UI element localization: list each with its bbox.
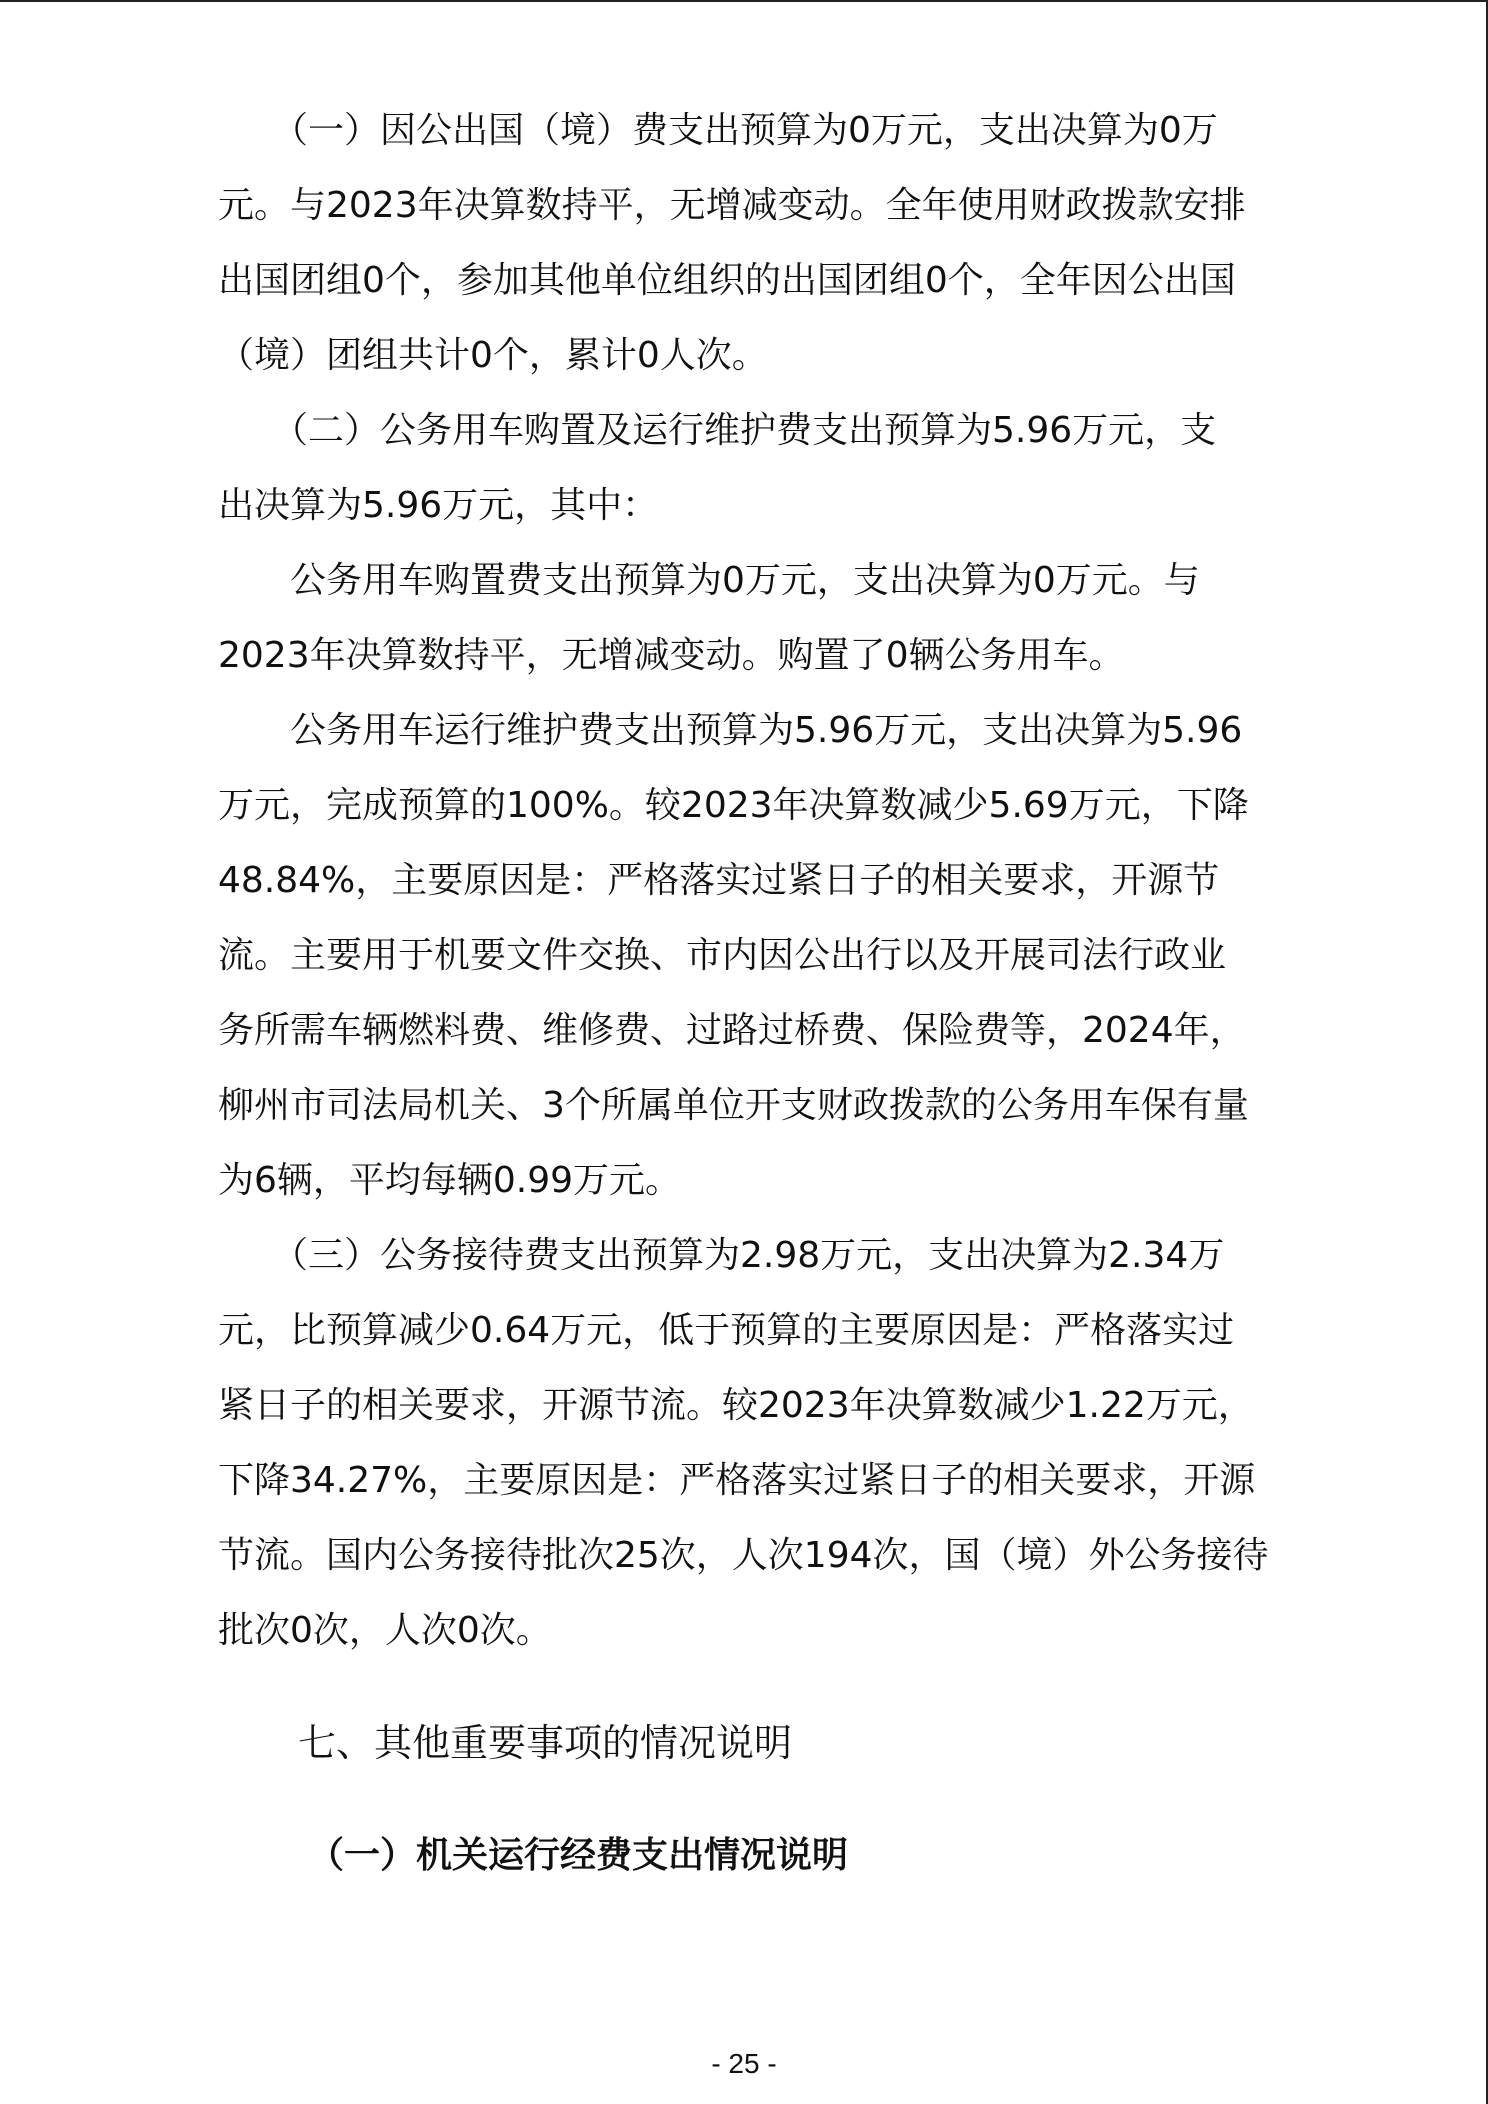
- text-line: 务所需车辆燃料费、维修费、过路过桥费、保险费等，2024年，: [218, 1010, 1246, 1051]
- text-line: （二）公务用车购置及运行维护费支出预算为5.96万元，支: [218, 410, 1217, 451]
- subsection-heading: （一）机关运行经费支出情况说明: [308, 1835, 849, 1876]
- page-number: - 25 -: [711, 2048, 777, 2079]
- text-line: 流。主要用于机要文件交换、市内因公出行以及开展司法行政业: [218, 935, 1227, 976]
- text-line: （三）公务接待费支出预算为2.98万元，支出决算为2.34万: [218, 1235, 1225, 1276]
- text-line: 元，比预算减少0.64万元，低于预算的主要原因是：严格落实过: [218, 1310, 1235, 1351]
- text-line: 出决算为5.96万元，其中：: [218, 485, 659, 526]
- text-line: 批次0次，人次0次。: [218, 1610, 552, 1651]
- text-line: 节流。国内公务接待批次25次，人次194次，国（境）外公务接待: [218, 1535, 1269, 1576]
- text-line: 48.84%，主要原因是：严格落实过紧日子的相关要求，开源节: [218, 860, 1220, 901]
- text-line: （境）团组共计0个，累计0人次。: [218, 335, 768, 376]
- text-line: 公务用车购置费支出预算为0万元，支出决算为0万元。与: [218, 560, 1200, 601]
- text-line: 万元，完成预算的100%。较2023年决算数减少5.69万元，下降: [218, 785, 1249, 826]
- text-line: 下降34.27%，主要原因是：严格落实过紧日子的相关要求，开源: [218, 1460, 1256, 1501]
- text-line: （一）因公出国（境）费支出预算为0万元，支出决算为0万: [218, 110, 1218, 151]
- text-line: 为6辆，平均每辆0.99万元。: [218, 1160, 682, 1201]
- text-line: 出国团组0个，参加其他单位组织的出国团组0个，全年因公出国: [218, 260, 1236, 301]
- text-line: 紧日子的相关要求，开源节流。较2023年决算数减少1.22万元，: [218, 1385, 1254, 1426]
- section-heading: 七、其他重要事项的情况说明: [298, 1721, 793, 1765]
- text-line: 元。与2023年决算数持平，无增减变动。全年使用财政拨款安排: [218, 185, 1246, 226]
- text-line: 柳州市司法局机关、3个所属单位开支财政拨款的公务用车保有量: [218, 1085, 1249, 1126]
- text-line: 2023年决算数持平，无增减变动。购置了0辆公务用车。: [218, 635, 1125, 676]
- text-line: 公务用车运行维护费支出预算为5.96万元，支出决算为5.96: [218, 710, 1243, 751]
